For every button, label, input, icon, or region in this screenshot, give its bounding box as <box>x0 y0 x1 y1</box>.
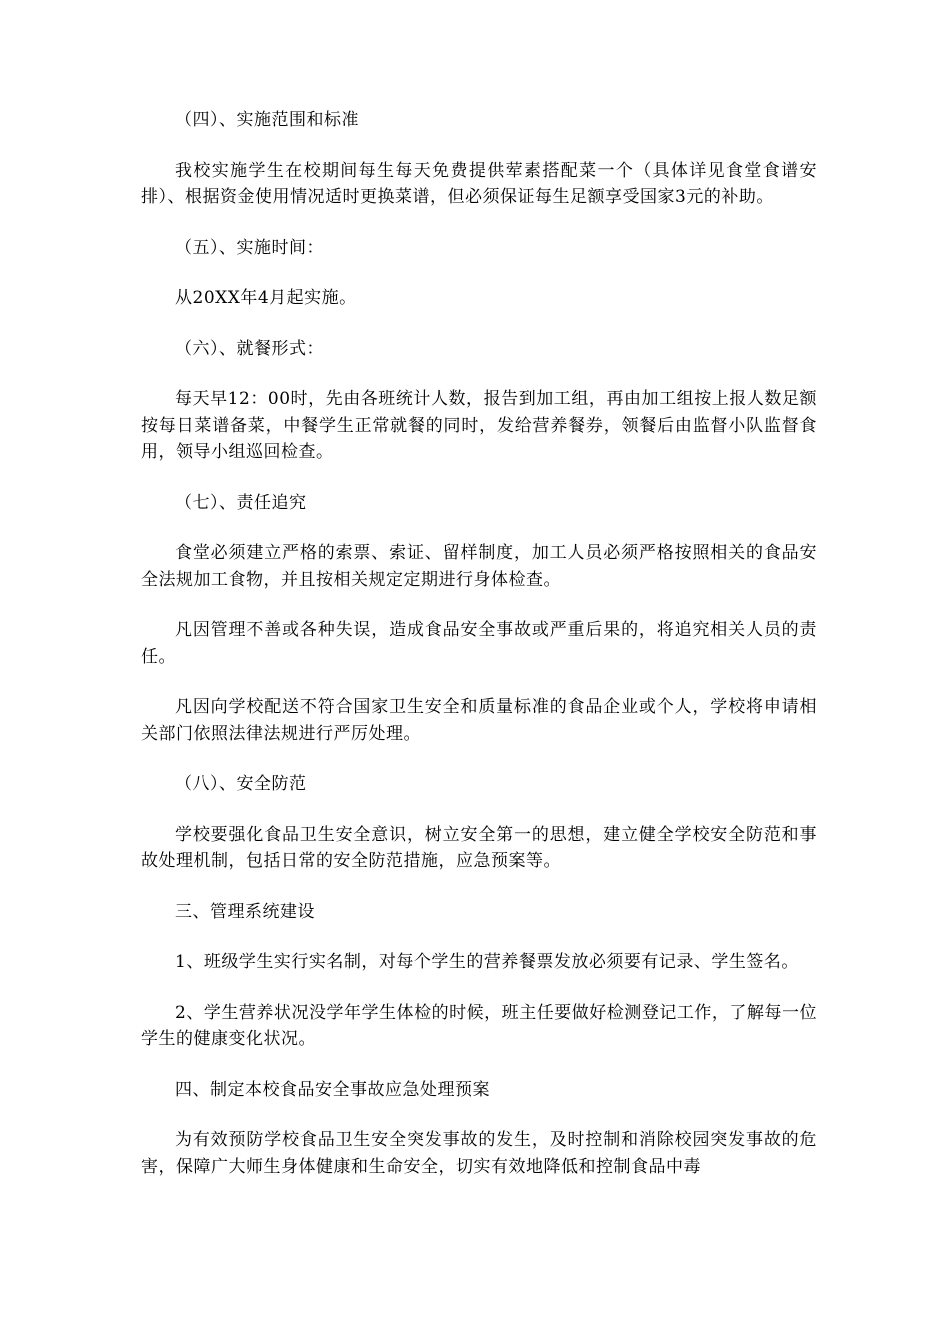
section-heading-7: （七）、责任追究 <box>175 492 307 513</box>
paragraph-realname: 1、班级学生实行实名制，对每个学生的营养餐票发放必须要有记录、学生签名。 <box>175 952 799 972</box>
section-heading-4: （四）、实施范围和标准 <box>175 110 359 130</box>
paragraph-nutrition: 2、学生营养状况没学年学生体检的时候，班主任要做好检测登记工作，了解每一位学生的健康变化状况。 <box>141 1002 817 1049</box>
paragraph-canteen: 食堂必须建立严格的索票、索证、留样制度，加工人员必须严格按照相关的食品安全法规加工食物，并且按相关规定定期进行身体检查。 <box>141 543 817 590</box>
document-body <box>141 107 817 1204</box>
section-heading-emergency: 四、制定本校食品安全事故应急处理预案 <box>175 1079 490 1100</box>
paragraph-emergency: 为有效预防学校食品卫生安全突发事故的发生，及时控制和消除校园突发事故的危害，保障广大师生身体健康和生命安全，切实有效地降低和控制食品中毒 <box>141 1130 817 1177</box>
section-heading-8: （八）、安全防范 <box>175 774 307 794</box>
paragraph-time: 从20XX年4月起实施。 <box>175 288 357 308</box>
section-heading-3: 三、管理系统建设 <box>175 901 315 922</box>
paragraph-safety: 学校要强化食品卫生安全意识，树立安全第一的思想，建立健全学校安全防范和事故处理机制，包括日常的安全防范措施，应急预案等。 <box>141 824 817 871</box>
paragraph-scope: 我校实施学生在校期间每生每天免费提供荤素搭配菜一个（具体详见食堂食谱安排）、根据资金使用情况适时更换菜谱，但必须保证每生足额享受国家3元的补助。 <box>141 160 817 207</box>
paragraph-suppliers: 凡因向学校配送不符合国家卫生安全和质量标准的食品企业或个人，学校将申请相关部门依照法律法规进行严厉处理。 <box>141 697 817 744</box>
paragraph-dining: 每天早12：00时，先由各班统计人数，报告到加工组，再由加工组按上报人数足额按每日菜谱备菜，中餐学生正常就餐的同时，发给营养餐券，领餐后由监督小队监督食用，领导小组巡回检查。 <box>141 389 817 462</box>
section-heading-5: （五）、实施时间： <box>175 237 324 258</box>
section-heading-6: （六）、就餐形式： <box>175 338 324 359</box>
paragraph-accountability: 凡因管理不善或各种失误，造成食品安全事故或严重后果的，将追究相关人员的责任。 <box>141 620 817 667</box>
